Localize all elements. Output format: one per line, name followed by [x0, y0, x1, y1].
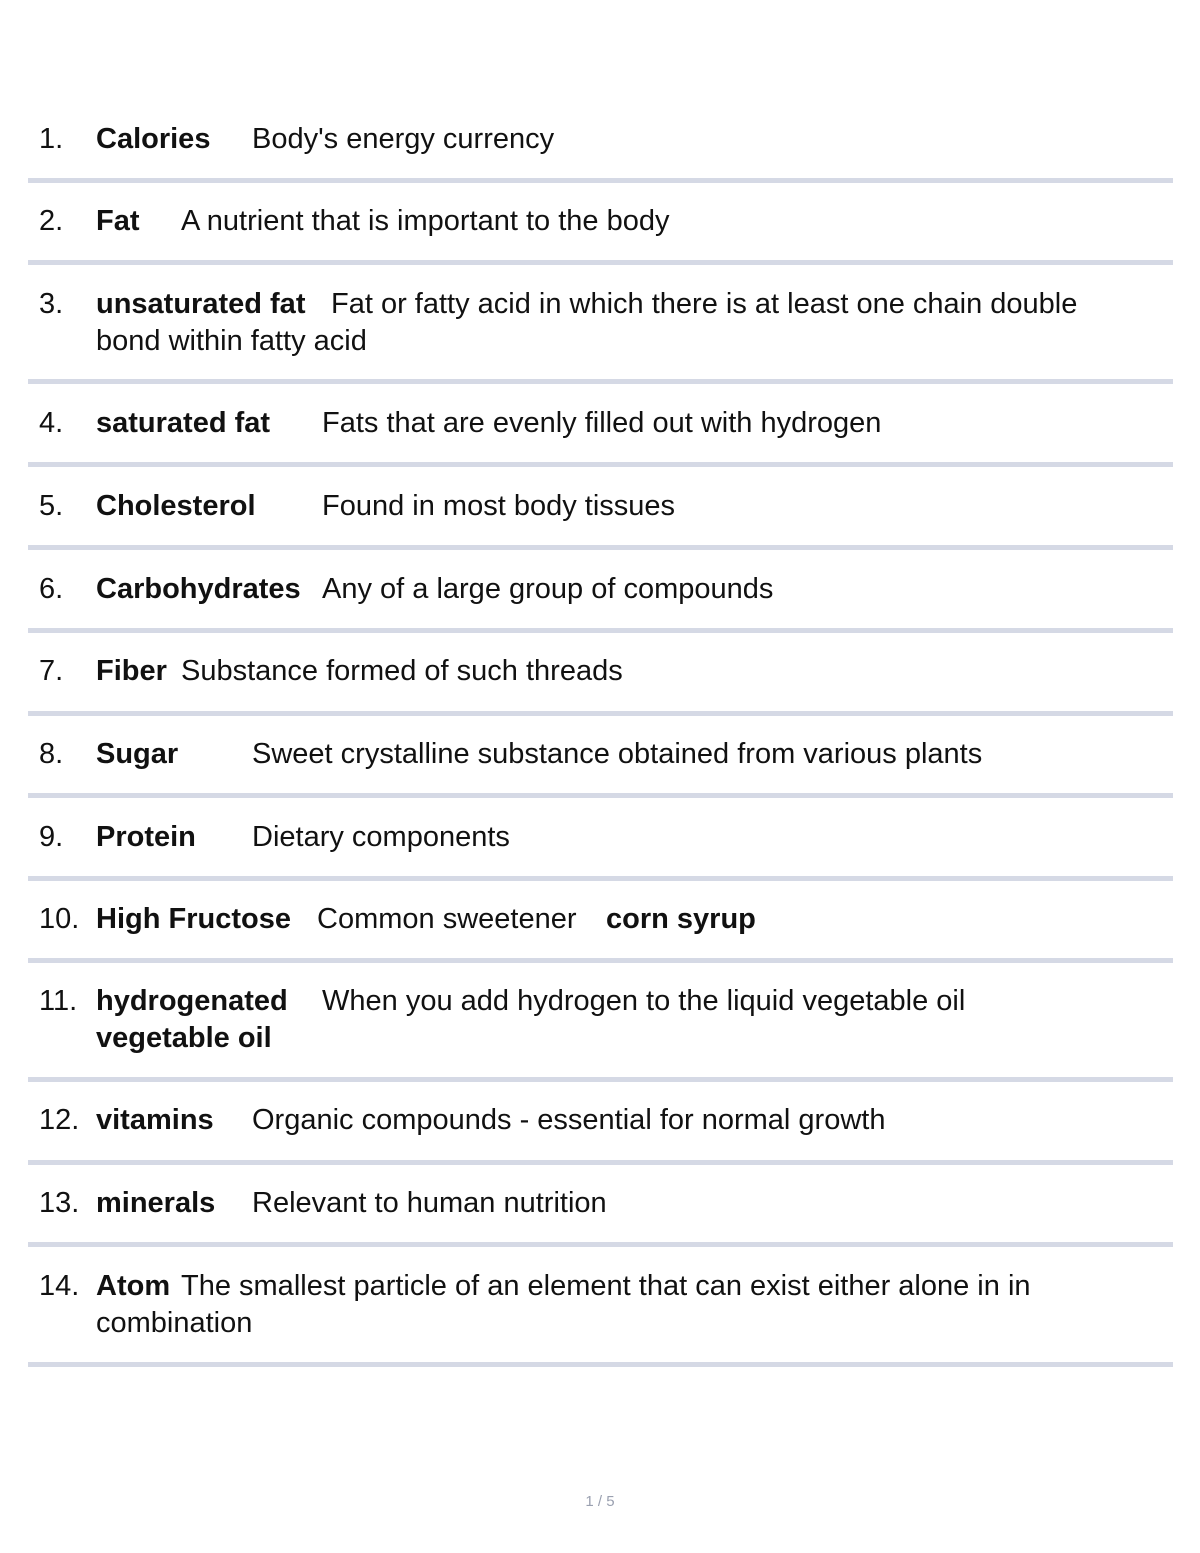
- divider: [28, 379, 1173, 384]
- item-term: Carbohydrates: [96, 573, 301, 605]
- item-number: 12.: [39, 1104, 80, 1136]
- divider: [28, 260, 1173, 265]
- item-number: 4.: [39, 407, 64, 439]
- item-number: 1.: [39, 123, 64, 155]
- item-term: Atom: [96, 1270, 171, 1302]
- item-term-continued: corn syrup: [606, 903, 756, 935]
- item-definition: Fat or fatty acid in which there is at least one chain double: [331, 288, 1078, 320]
- item-number: 8.: [39, 738, 64, 770]
- item-number: 9.: [39, 821, 64, 853]
- item-term: Fiber: [96, 655, 167, 687]
- item-definition-continued: bond within fatty acid: [96, 325, 367, 357]
- item-number: 10.: [39, 903, 80, 935]
- item-term-continued: vegetable oil: [96, 1022, 272, 1054]
- item-term: Protein: [96, 821, 196, 853]
- item-number: 2.: [39, 205, 64, 237]
- divider: [28, 1242, 1173, 1247]
- divider: [28, 876, 1173, 881]
- item-definition: The smallest particle of an element that can exist either alone in in: [181, 1270, 1031, 1302]
- item-definition: Any of a large group of compounds: [322, 573, 774, 605]
- item-definition: Organic compounds - essential for normal growth: [252, 1104, 886, 1136]
- divider: [28, 1362, 1173, 1367]
- item-term: Sugar: [96, 738, 179, 770]
- item-number: 13.: [39, 1187, 80, 1219]
- item-number: 6.: [39, 573, 64, 605]
- item-term: minerals: [96, 1187, 216, 1219]
- item-definition: Dietary components: [252, 821, 510, 853]
- divider: [28, 711, 1173, 716]
- item-definition-continued: combination: [96, 1307, 253, 1339]
- divider: [28, 628, 1173, 633]
- item-definition: Found in most body tissues: [322, 490, 676, 522]
- item-term: hydrogenated: [96, 985, 288, 1017]
- divider: [28, 1160, 1173, 1165]
- item-term: Fat: [96, 205, 140, 237]
- divider: [28, 545, 1173, 550]
- item-term: High Fructose: [96, 903, 291, 935]
- item-number: 3.: [39, 288, 64, 320]
- item-term: unsaturated fat: [96, 288, 306, 320]
- item-number: 14.: [39, 1270, 80, 1302]
- item-definition: Sweet crystalline substance obtained from various plants: [252, 738, 983, 770]
- divider: [28, 793, 1173, 798]
- item-definition: A nutrient that is important to the body: [181, 205, 670, 237]
- item-term: saturated fat: [96, 407, 271, 439]
- item-number: 5.: [39, 490, 64, 522]
- divider: [28, 178, 1173, 183]
- item-definition: Relevant to human nutrition: [252, 1187, 607, 1219]
- item-definition: Body's energy currency: [252, 123, 555, 155]
- item-term: Calories: [96, 123, 211, 155]
- item-definition: Common sweetener: [317, 903, 577, 935]
- item-number: 11.: [39, 985, 78, 1017]
- item-definition: Fats that are evenly filled out with hydrogen: [322, 407, 882, 439]
- item-definition: When you add hydrogen to the liquid vegetable oil: [322, 985, 966, 1017]
- divider: [28, 462, 1173, 467]
- item-term: vitamins: [96, 1104, 214, 1136]
- item-term: Cholesterol: [96, 490, 256, 522]
- item-number: 7.: [39, 655, 64, 687]
- item-definition: Substance formed of such threads: [181, 655, 623, 687]
- page-number: 1 / 5: [585, 1493, 615, 1510]
- divider: [28, 1077, 1173, 1082]
- divider: [28, 958, 1173, 963]
